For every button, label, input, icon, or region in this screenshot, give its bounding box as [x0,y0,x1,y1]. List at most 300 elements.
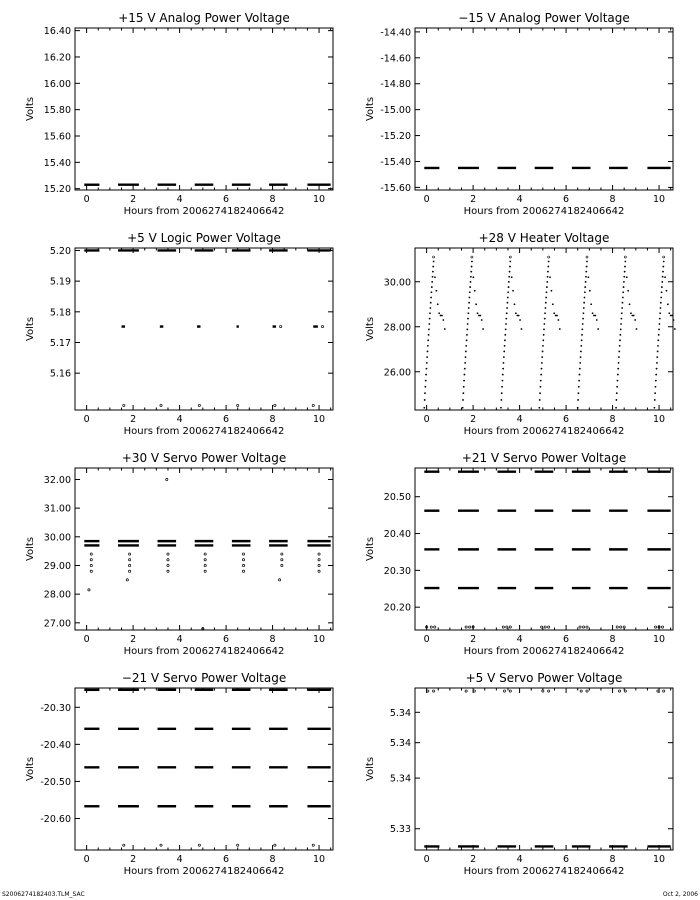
data-point [198,404,200,406]
data-point [582,626,584,628]
x-tick-label: 4 [176,194,183,205]
data-point [584,297,586,299]
data-point [465,345,467,347]
data-point [468,302,470,304]
data-point [541,362,543,364]
data-point [558,319,560,321]
plot-frame [75,248,333,410]
chart-title: +21 V Servo Power Voltage [461,451,627,465]
plot-frame [75,688,333,850]
y-tick-label: 20.50 [383,492,411,504]
footer-file-name: S2006274182403.TLM_SAC [2,891,85,898]
data-point [622,302,624,304]
data-point [463,380,465,382]
data-point [441,315,443,317]
x-axis-label: Hours from 2006274182406642 [463,206,625,217]
chart-panel [25,231,333,437]
data-point [586,266,588,268]
data-point [624,271,626,273]
y-tick-label: 16.00 [43,78,71,90]
x-tick-label: 2 [130,194,137,205]
data-point [425,380,427,382]
data-point [281,553,283,555]
data-point [541,356,543,358]
data-point [617,380,619,382]
data-point [623,276,625,278]
data-point [467,318,469,320]
data-point [580,690,582,692]
y-tick-label: -14.60 [380,53,411,65]
data-point [547,271,549,273]
data-point [167,564,169,566]
data-point [428,328,430,330]
data-point [583,312,585,314]
data-point [466,339,468,341]
x-tick-label: 6 [563,634,570,645]
data-point [471,256,473,258]
data-point [123,844,125,846]
data-point [502,626,504,628]
data-point [543,334,545,336]
data-point [581,339,583,341]
data-point [596,319,598,321]
y-tick-label: 5.18 [49,307,71,319]
chart-panel [25,11,333,217]
x-tick-label: 10 [313,194,326,205]
x-tick-label: 6 [223,634,230,645]
data-point [504,334,506,336]
data-point [587,276,589,278]
data-point [582,323,584,325]
y-axis-label: Volts [25,756,36,782]
data-point [278,579,280,581]
data-point [508,276,510,278]
y-tick-label: -14.40 [380,27,411,39]
data-point [661,626,663,628]
x-axis-label: Hours from 2006274182406642 [463,866,625,877]
data-point [656,356,658,358]
data-point [662,276,664,278]
data-point [167,559,169,561]
data-point [620,328,622,330]
data-point [88,589,90,591]
data-point [90,559,92,561]
data-point [90,564,92,566]
data-point [656,362,658,364]
data-point [204,564,206,566]
data-point [586,626,588,628]
data-point [586,690,588,692]
y-tick-label: 20.30 [383,565,411,577]
data-point [664,276,666,278]
data-point [616,392,618,394]
x-tick-label: 8 [269,854,276,865]
data-point [426,368,428,370]
data-point [620,626,622,628]
data-point [543,323,545,325]
data-point [312,844,314,846]
x-tick-label: 4 [176,414,183,425]
data-point [519,319,521,321]
data-point [430,302,432,304]
data-point [129,564,131,566]
chart-panel [25,451,333,657]
data-point [468,307,470,309]
data-point [464,374,466,376]
x-tick-label: 8 [269,414,276,425]
data-point [623,286,625,288]
data-point [577,407,579,409]
data-point [503,690,505,692]
data-point [656,368,658,370]
x-tick-label: 6 [223,854,230,865]
data-point [321,325,323,327]
data-point [594,315,596,317]
data-point [434,276,436,278]
x-tick-label: 8 [609,854,616,865]
data-point [427,339,429,341]
chart-panel [365,451,673,657]
chart-title: +30 V Servo Power Voltage [121,451,287,465]
data-point [660,302,662,304]
data-point [507,302,509,304]
data-point [542,339,544,341]
data-point [501,386,503,388]
data-point [509,256,511,258]
data-point [633,315,635,317]
x-tick-label: 2 [470,414,477,425]
data-point [674,328,676,330]
chart-title: −21 V Servo Power Voltage [121,671,287,685]
data-point [621,307,623,309]
data-point [581,328,583,330]
data-point [634,319,636,321]
data-point [515,312,517,314]
data-point [663,256,665,258]
data-point [442,319,444,321]
data-point [666,290,668,292]
y-tick-label: 5.20 [49,245,71,257]
data-point [129,570,131,572]
data-point [462,392,464,394]
y-tick-label: 15.20 [43,184,71,196]
data-point [505,323,507,325]
data-point [508,286,510,288]
data-point [618,690,620,692]
data-point [626,276,628,278]
y-tick-label: 28.00 [383,322,411,334]
data-point [543,328,545,330]
data-point [429,307,431,309]
data-point [636,328,638,330]
data-point [167,553,169,555]
data-point [465,351,467,353]
data-point [504,345,506,347]
y-axis-label: Volts [25,96,36,122]
data-point [432,690,434,692]
plot-frame [415,688,673,850]
data-point [579,362,581,364]
data-point [433,256,435,258]
data-point [466,334,468,336]
y-tick-label: 5.34 [389,738,411,750]
y-tick-label: -14.80 [380,79,411,91]
x-tick-label: 10 [653,634,666,645]
data-point [624,256,626,258]
data-point [541,368,543,370]
data-point [539,392,541,394]
data-point [548,256,550,258]
footer-date: Oct 2, 2006 [662,891,698,898]
data-point [662,266,664,268]
data-point [465,626,467,628]
data-point [585,276,587,278]
data-point [280,325,282,327]
data-point [469,626,471,628]
data-point [470,276,472,278]
data-point [514,303,516,305]
data-point [437,303,439,305]
data-point [237,844,239,846]
x-tick-label: 4 [176,854,183,865]
data-point [589,290,591,292]
data-point [654,407,656,409]
data-point [434,626,436,628]
data-point [318,559,320,561]
data-point [433,261,435,263]
data-point [545,307,547,309]
x-tick-label: 2 [130,854,137,865]
x-axis-label: Hours from 2006274182406642 [123,646,285,657]
data-point [425,374,427,376]
data-point [423,407,425,409]
data-point [90,553,92,555]
data-point [544,312,546,314]
data-point [502,368,504,370]
data-point [511,276,513,278]
data-point [507,291,509,293]
data-point [129,559,131,561]
chart-title: +28 V Heater Voltage [478,231,610,245]
data-point [552,303,554,305]
chart-panel [365,11,673,217]
x-tick-label: 0 [423,634,430,645]
data-point [473,690,475,692]
data-point [583,302,585,304]
data-point [616,626,618,628]
data-point [507,297,509,299]
data-point [503,362,505,364]
data-point [597,328,599,330]
plot-frame [75,28,333,190]
plot-frame [75,468,333,630]
x-tick-label: 0 [83,634,90,645]
data-point [126,579,128,581]
data-point [655,386,657,388]
data-point [546,286,548,288]
data-point [624,261,626,263]
data-point [467,323,469,325]
chart-title: +15 V Analog Power Voltage [118,11,290,25]
y-tick-label: 15.40 [43,157,71,169]
data-point [655,380,657,382]
data-point [621,318,623,320]
y-tick-label: 31.00 [43,503,71,515]
x-tick-label: 8 [609,414,616,425]
data-point [470,271,472,273]
data-point [546,281,548,283]
y-tick-label: -15.60 [380,182,411,194]
data-point [617,368,619,370]
data-point [431,291,433,293]
data-point [654,392,656,394]
data-point [661,286,663,288]
y-tick-label: 5.34 [389,773,411,785]
x-tick-label: 2 [470,194,477,205]
data-point [204,559,206,561]
y-axis-label: Volts [25,536,36,562]
data-point [509,690,511,692]
data-point [160,404,162,406]
x-tick-label: 6 [223,194,230,205]
x-tick-label: 10 [653,854,666,865]
data-point [538,407,540,409]
y-tick-label: 5.19 [49,276,71,288]
data-point [657,339,659,341]
data-point [477,312,479,314]
data-point [467,312,469,314]
x-axis-label: Hours from 2006274182406642 [123,206,285,217]
data-point [586,256,588,258]
data-point [663,261,665,263]
y-axis-label: Volts [365,756,376,782]
data-point [129,553,131,555]
data-point [503,351,505,353]
data-point [658,328,660,330]
data-point [578,392,580,394]
data-point [502,374,504,376]
x-tick-label: 2 [130,414,137,425]
plot-frame [415,28,673,190]
data-point [166,478,168,480]
data-point [586,261,588,263]
data-point [542,345,544,347]
data-point [123,404,125,406]
data-point [438,312,440,314]
data-point [474,290,476,292]
y-tick-label: -20.60 [40,813,71,825]
data-point [431,286,433,288]
data-point [621,312,623,314]
data-point [661,281,663,283]
data-point [616,386,618,388]
data-point [579,374,581,376]
data-point [623,626,625,628]
data-point [500,399,502,401]
y-tick-label: -15.20 [380,131,411,143]
x-tick-label: 8 [609,634,616,645]
data-point [592,312,594,314]
data-point [465,356,467,358]
chart-panel [365,231,676,437]
data-point [544,318,546,320]
data-point [549,276,551,278]
data-point [501,392,503,394]
data-point [542,690,544,692]
data-point [281,559,283,561]
data-point [658,334,660,336]
data-point [655,374,657,376]
data-point [521,328,523,330]
data-point [539,399,541,401]
data-point [673,319,675,321]
data-point [462,399,464,401]
chart-panel [365,671,673,877]
x-tick-label: 4 [176,634,183,645]
x-tick-label: 0 [83,854,90,865]
data-point [242,564,244,566]
data-point [500,407,502,409]
data-point [620,323,622,325]
data-point [657,690,659,692]
x-tick-label: 2 [470,634,477,645]
data-point [318,553,320,555]
y-tick-label: 28.00 [43,589,71,601]
data-point [660,307,662,309]
data-point [580,351,582,353]
x-tick-label: 4 [516,194,523,205]
data-point [622,291,624,293]
data-point [667,303,669,305]
data-point [583,307,585,309]
data-point [204,570,206,572]
data-point [435,290,437,292]
data-point [547,276,549,278]
data-point [426,356,428,358]
data-point [546,291,548,293]
data-point [427,690,429,692]
data-point [544,626,546,628]
y-tick-label: 5.33 [389,824,411,836]
y-tick-label: 30.00 [383,277,411,289]
x-tick-label: 0 [423,194,430,205]
data-point [659,323,661,325]
data-point [579,368,581,370]
data-point [242,553,244,555]
chart-panel [25,671,333,877]
x-tick-label: 0 [423,414,430,425]
data-point [475,303,477,305]
data-point [622,297,624,299]
data-point [430,297,432,299]
data-point [471,261,473,263]
data-point [312,404,314,406]
data-point [424,392,426,394]
data-point [432,271,434,273]
data-point [618,362,620,364]
data-point [618,356,620,358]
x-tick-label: 0 [423,854,430,865]
data-point [662,271,664,273]
data-point [581,334,583,336]
data-point [504,339,506,341]
data-point [464,362,466,364]
x-tick-label: 2 [130,634,137,645]
data-point [619,339,621,341]
data-point [318,570,320,572]
data-point [545,302,547,304]
data-point [616,399,618,401]
